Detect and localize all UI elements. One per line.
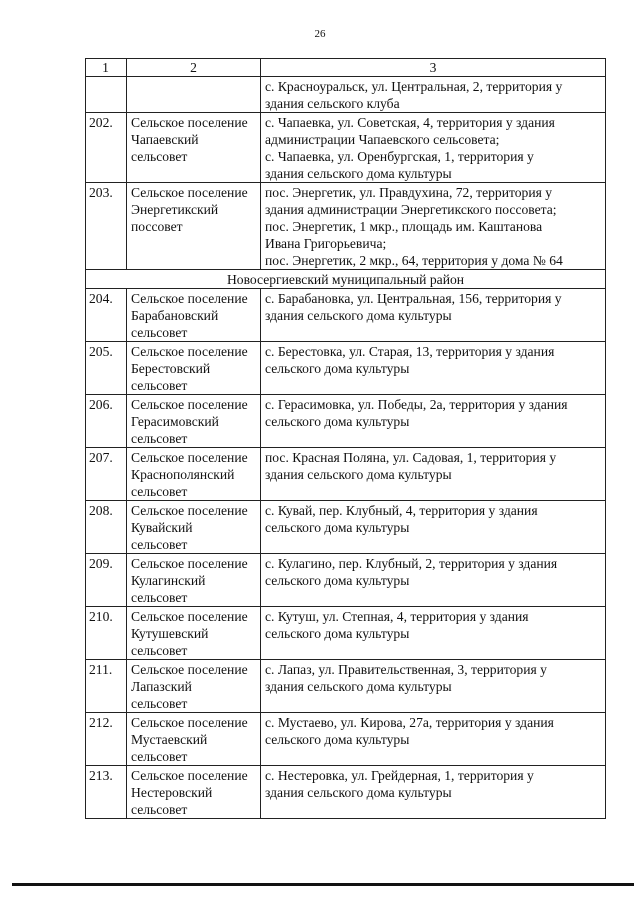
settlement-name-line: Краснополянский [131,467,235,482]
address-line: пос. Красная Поляна, ул. Садовая, 1, территория у [265,450,557,465]
table-row [86,713,606,766]
address-line: с. Берестовка, ул. Старая, 13, территория у здания [265,344,555,359]
settlement-name [127,766,261,819]
settlement-name-line: Сельское поселение [131,115,248,130]
address-line: с. Чапаевка, ул. Оренбургская, 1, территория у [265,149,534,164]
table-row [86,607,606,660]
row-number: 203. [86,183,127,270]
settlement-name-line: сельсовет [131,378,188,393]
settlement-name-line: сельсовет [131,749,188,764]
row-number [86,77,127,113]
settlement-name-line: сельсовет [131,484,188,499]
table-row [86,183,606,270]
address-cell [261,766,606,819]
address-line: здания сельского дома культуры [265,166,452,181]
address-line: здания администрации Энергетикского поссовета; [265,202,557,217]
settlement-name-line: Кувайский [131,520,193,535]
settlement-name-line: сельсовет [131,149,188,164]
row-number: 202. [86,113,127,183]
settlement-name [127,501,261,554]
row-number: 205. [86,342,127,395]
settlement-name-line: Нестеровский [131,785,213,800]
row-number: 211. [86,660,127,713]
settlement-name-line: Сельское поселение [131,662,248,677]
address-line: с. Лапаз, ул. Правительственная, 3, территория у [265,662,547,677]
address-cell [261,113,606,183]
settlement-name [127,395,261,448]
address-line: администрации Чапаевского сельсовета; [265,132,500,147]
address-line: с. Герасимовка, ул. Победы, 2а, территория у здания [265,397,568,412]
address-line: здания сельского дома культуры [265,785,452,800]
settlement-name-line: сельсовет [131,325,188,340]
address-cell [261,607,606,660]
settlement-name-line: сельсовет [131,590,188,605]
settlement-name-line: сельсовет [131,696,188,711]
settlement-name [127,554,261,607]
settlement-name [127,713,261,766]
address-cell [261,289,606,342]
settlement-name-line: Сельское поселение [131,291,248,306]
address-line: пос. Энергетик, 2 мкр., 64, территория у дома № 64 [265,253,563,268]
settlement-name-line: Сельское поселение [131,397,248,412]
settlement-name-line: сельсовет [131,643,188,658]
settlement-name-line: сельсовет [131,537,188,552]
address-line: с. Мустаево, ул. Кирова, 27а, территория у здания [265,715,554,730]
address-line: здания сельского дома культуры [265,467,452,482]
settlement-name-line: Сельское поселение [131,503,248,518]
district-header-row [86,270,606,289]
address-line: сельского дома культуры [265,626,410,641]
settlement-name-line: Энергетикский [131,202,219,217]
address-line: с. Кувай, пер. Клубный, 4, территория у здания [265,503,538,518]
address-line: с. Барабановка, ул. Центральная, 156, территория у [265,291,562,306]
address-line: сельского дома культуры [265,414,410,429]
settlement-name-line: Сельское поселение [131,344,248,359]
header-cell-3: 3 [261,59,606,77]
row-number: 208. [86,501,127,554]
table-row [86,660,606,713]
settlement-name-line: Сельское поселение [131,556,248,571]
row-number: 207. [86,448,127,501]
settlement-name-line: Герасимовский [131,414,219,429]
address-line: сельского дома культуры [265,520,410,535]
header-cell-2: 2 [127,59,261,77]
address-line: сельского дома культуры [265,573,410,588]
address-line: пос. Энергетик, 1 мкр., площадь им. Каштанова [265,219,543,234]
settlement-name-line: Сельское поселение [131,185,248,200]
address-cell [261,501,606,554]
settlement-name-line: Барабановский [131,308,219,323]
district-name: Новосергиевский муниципальный район [86,270,606,289]
row-number: 204. [86,289,127,342]
address-line: с. Красноуральск, ул. Центральная, 2, территория у [265,79,563,94]
address-line: с. Нестеровка, ул. Грейдерная, 1, территория у [265,768,534,783]
settlement-name-line: поссовет [131,219,183,234]
settlement-name-line: Сельское поселение [131,609,248,624]
settlement-name-line: Кутушевский [131,626,209,641]
settlement-name [127,607,261,660]
address-cell [261,77,606,113]
settlement-name-line: Мустаевский [131,732,208,747]
address-cell [261,713,606,766]
settlement-name [127,660,261,713]
row-number: 210. [86,607,127,660]
settlement-name-line: Сельское поселение [131,715,248,730]
address-line: сельского дома культуры [265,361,410,376]
settlement-name [127,342,261,395]
row-number: 209. [86,554,127,607]
address-line: с. Кулагино, пер. Клубный, 2, территория у здания [265,556,558,571]
table-row [86,501,606,554]
settlement-name [127,113,261,183]
table-row-continuation [86,77,606,113]
address-line: здания сельского дома культуры [265,308,452,323]
address-line: сельского дома культуры [265,732,410,747]
settlement-name [127,183,261,270]
page-number: 26 [314,28,326,40]
settlement-name-line: Сельское поселение [131,450,248,465]
address-cell [261,660,606,713]
row-number: 212. [86,713,127,766]
row-number: 213. [86,766,127,819]
row-number: 206. [86,395,127,448]
address-cell [261,183,606,270]
table-header-row [86,59,606,77]
address-line: здания сельского дома культуры [265,679,452,694]
table-row [86,448,606,501]
table-row [86,342,606,395]
address-cell [261,554,606,607]
settlement-name-line: Лапазский [131,679,192,694]
settlement-name-line: Чапаевский [131,132,199,147]
address-cell [261,395,606,448]
address-line: Ивана Григорьевича; [265,236,387,251]
address-cell [261,448,606,501]
polling-stations-table [85,58,606,819]
settlement-name-line: Сельское поселение [131,768,248,783]
address-line: с. Чапаевка, ул. Советская, 4, территория у здания [265,115,555,130]
table-row [86,766,606,819]
settlement-name [127,289,261,342]
settlement-name [127,448,261,501]
table-row [86,395,606,448]
settlement-name-line: Кулагинский [131,573,206,588]
header-cell-1: 1 [86,59,127,77]
table-row [86,554,606,607]
bottom-rule [12,883,634,886]
address-line: пос. Энергетик, ул. Правдухина, 72, территория у [265,185,553,200]
settlement-name [127,77,261,113]
address-line: с. Кутуш, ул. Степная, 4, территория у здания [265,609,529,624]
address-cell [261,342,606,395]
address-line: здания сельского клуба [265,96,400,111]
settlement-name-line: Берестовский [131,361,211,376]
settlement-name-line: сельсовет [131,802,188,817]
table-row [86,289,606,342]
table-row [86,113,606,183]
settlement-name-line: сельсовет [131,431,188,446]
